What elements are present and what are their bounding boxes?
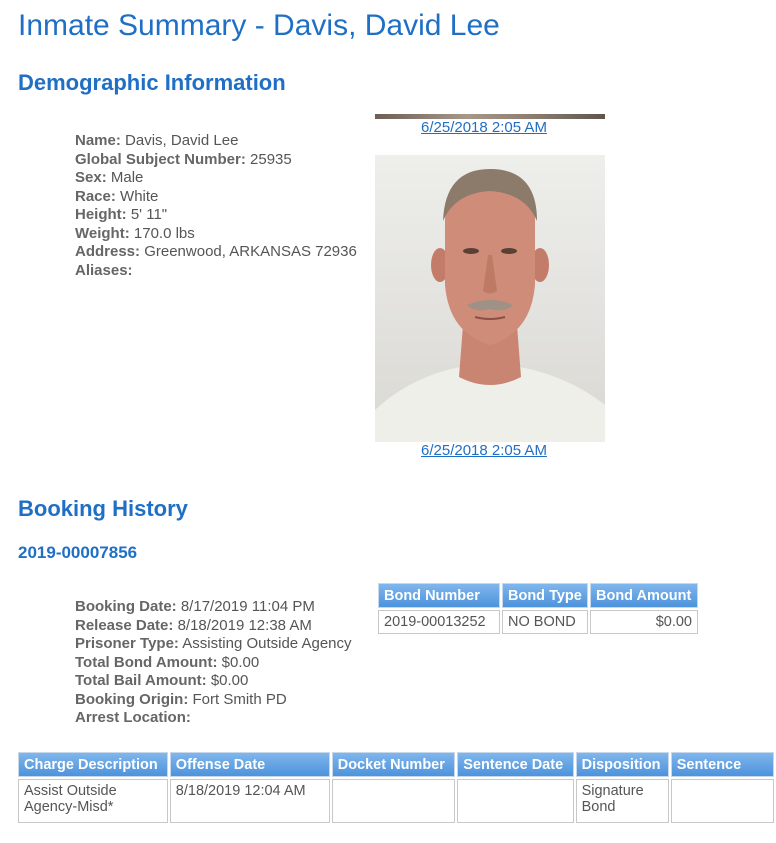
field-booking-date: Booking Date: 8/17/2019 11:04 PM [75,598,315,615]
table-row [18,779,774,823]
bond-table-header [378,583,698,608]
field-race: Race: White [75,187,159,205]
field-total-bail-amount: Total Bail Amount: $0.00 [75,672,249,689]
field-weight: Weight: 170.0 lbs [75,224,195,242]
bond-number-cell: 2019-00013252 [378,610,500,634]
mugshot-image [375,155,605,442]
photo-date-link-2[interactable]: 6/25/2018 2:05 AM [421,442,547,459]
charge-description-cell: Assist Outside Agency-Misd* [18,779,168,823]
page-title: Inmate Summary - Davis, David Lee [18,9,500,42]
disposition-cell: Signature Bond [576,779,669,823]
sentence-cell [671,779,774,823]
field-name: Name: Davis, David Lee [75,132,239,149]
col-sentence-date[interactable]: Sentence Date [457,752,573,777]
field-address: Address: Greenwood, ARKANSAS 72936 [75,243,357,260]
booking-history-heading: Booking History [18,496,188,521]
field-height: Height: 5' 11" [75,206,168,223]
col-sentence[interactable]: Sentence [671,752,774,777]
field-prisoner-type: Prisoner Type: Assisting Outside Agency [75,635,352,652]
charge-table-viewport [0,748,742,843]
field-aliases: Aliases: [75,261,133,279]
field-total-bond-amount: Total Bond Amount: $0.00 [75,653,260,671]
field-arrest-location: Arrest Location: [75,709,191,726]
booking-info [75,598,352,728]
demographic-info [75,132,357,280]
mugshot-photo[interactable] [375,155,605,442]
offense-date-cell: 8/18/2019 12:04 AM [170,779,330,823]
bond-amount-cell: $0.00 [590,610,698,634]
demographic-heading: Demographic Information [18,70,286,95]
col-docket-number[interactable]: Docket Number [332,752,455,777]
col-bond-number[interactable]: Bond Number [378,583,500,608]
bond-type-cell: NO BOND [502,610,588,634]
field-booking-origin: Booking Origin: Fort Smith PD [75,690,287,708]
bond-table [376,581,700,636]
col-bond-type[interactable]: Bond Type [502,583,588,608]
sentence-date-cell [457,779,573,823]
col-charge-description[interactable]: Charge Description [18,752,168,777]
field-sex: Sex: Male [75,169,144,186]
charge-table [16,750,776,825]
col-disposition[interactable]: Disposition [576,752,669,777]
photo-date-link-1[interactable]: 6/25/2018 2:05 AM [421,119,547,136]
table-row [378,610,698,634]
col-offense-date[interactable]: Offense Date [170,752,330,777]
charge-table-header [18,752,774,777]
docket-number-cell [332,779,455,823]
booking-number: 2019-00007856 [18,543,138,562]
field-global-subject-number: Global Subject Number: 25935 [75,150,292,168]
field-release-date: Release Date: 8/18/2019 12:38 AM [75,616,312,634]
col-bond-amount[interactable]: Bond Amount [590,583,698,608]
